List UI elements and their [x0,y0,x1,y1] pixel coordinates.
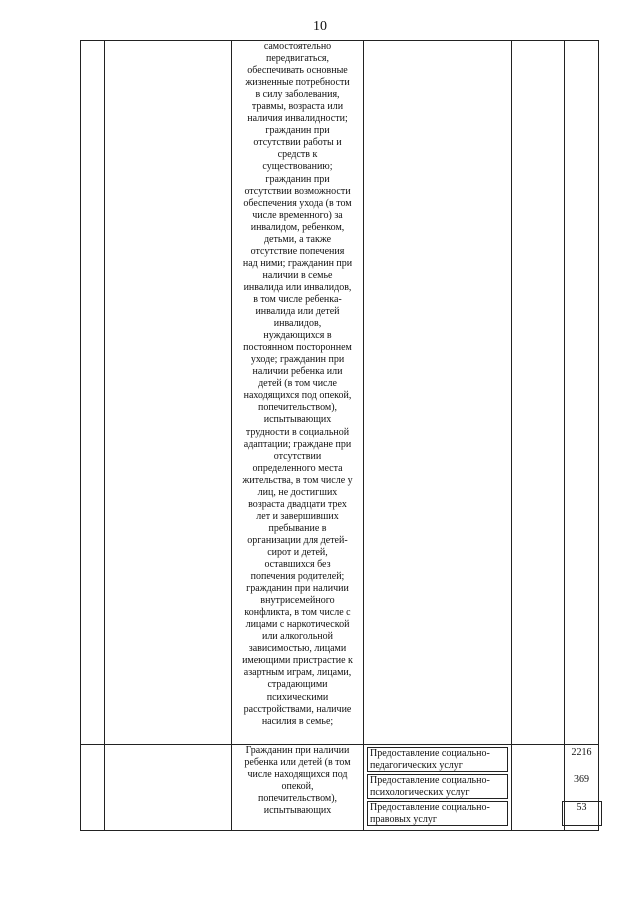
service-counts [565,745,598,826]
table-cell-service [364,41,512,745]
description-line: средств к [277,149,318,161]
description-line: числе временного) за [252,209,343,221]
description-line: испытывающих [263,414,332,426]
description-line: ребенка или детей (в том [244,757,351,769]
description-line: находящихся под опекой, [243,390,352,402]
description-line: конфликта, в том числе с [244,607,351,619]
description-line: трудности в социальной [245,426,350,438]
description-line: зависимостью, лицами [248,643,347,655]
description-line: гражданин при наличии [246,583,349,595]
description-line: лицами с наркотической [245,619,350,631]
service-name-line: психологических услуг [370,787,470,798]
description-line: Гражданин при наличии [245,745,350,756]
description-line: имеющими пристрастие к [242,655,353,667]
table-cell-count [565,745,599,831]
service-count: 2216 [571,747,592,758]
description-line: детей (в том числе [258,378,337,390]
description-line: инвалида или детей [255,306,340,318]
description-line: существованию; [262,161,333,173]
description-line: передвигаться, [265,53,329,65]
page-number: 10 [313,19,327,34]
description-line: возраста двадцати трех [248,498,347,510]
description-line: жизненные потребности [245,77,350,89]
description-line: страдающими [267,679,328,691]
table-cell-category [105,745,232,831]
description-line: инвалидом, ребенком, [250,221,345,233]
description-line: в том числе ребенка- [253,293,342,305]
description-line: жительства, в том числе у [242,474,353,486]
description-line: расстройствами, наличие [243,703,352,715]
table-row [81,41,599,745]
description-line: уходе; гражданин при [250,354,345,366]
description-line: отсутствии работы и [253,137,342,149]
services-table [80,40,599,831]
description-line: самостоятельно [263,41,332,52]
description-line: попечения родителей; [250,571,345,583]
services-list [364,745,511,826]
description-line: отсутствие попечения [250,245,345,257]
description-line: гражданин при [265,173,330,185]
table-cell-recipient-description [232,745,364,831]
description-line: сирот и детей, [267,546,328,558]
description-line: нуждающихся в [263,330,332,342]
description-line: лиц, не достигших [257,486,338,498]
description-line: организации для детей- [247,534,348,546]
table-cell-index [81,41,105,745]
description-line: опекой, [281,781,314,793]
description-line: определенного места [252,462,343,474]
table-cell-extra [512,745,565,831]
description-line: попечительством), [257,793,338,805]
description-line: травмы, возраста или [251,101,344,113]
description-line: отсутствии возможности [244,185,351,197]
description-line: попечительством), [257,402,338,414]
table-cell-extra [512,41,565,745]
description-line: адаптации; граждане при [243,438,352,450]
service-name-line: Предоставление социально- [370,748,490,759]
service-entry [367,747,508,772]
service-name-line: правовых услуг [370,814,437,825]
description-line: насилия в семье; [261,715,334,727]
service-count: 369 [574,774,589,785]
table-cell-count [565,41,599,745]
table-cell-services [364,745,512,831]
service-name-line: Предоставление социально- [370,802,490,813]
recipient-description-text [232,745,363,817]
description-line: наличии ребенка или [252,366,343,378]
description-line: психическими [266,691,329,703]
description-line: внутрисемейного [260,595,335,607]
description-line: испытывающих [263,805,332,817]
description-line: наличия инвалидности; [247,113,348,125]
description-line: над ними; гражданин при [242,257,353,269]
description-line: гражданин при [265,125,330,137]
service-entry [367,774,508,799]
description-line: азартным играм, лицами, [243,667,352,679]
table-cell-index [81,745,105,831]
table-cell-category [105,41,232,745]
description-line: инвалидов, [273,318,322,330]
description-line: обеспечения ухода (в том [243,197,352,209]
description-line: пребывание в [268,522,327,534]
description-line: постоянном постороннем [243,342,352,354]
description-line: числе находящихся под [247,769,348,781]
description-line: в силу заболевания, [255,89,340,101]
service-count: 53 [562,801,602,826]
description-line: отсутствии [273,450,322,462]
description-line: детьми, а также [263,233,332,245]
description-line: наличии в семье [262,269,333,281]
description-line: обеспечивать основные [247,65,348,77]
description-line: инвалида или инвалидов, [243,281,352,293]
description-line: лет и завершивших [256,510,339,522]
table-row [81,745,599,831]
service-name-line: Предоставление социально- [370,775,490,786]
recipient-description-text [232,41,363,728]
service-entry [367,801,508,826]
description-line: или алкогольной [261,631,334,643]
service-name-line: педагогических услуг [370,760,463,771]
description-line: оставшихся без [264,559,331,571]
table-cell-recipient-description [232,41,364,745]
